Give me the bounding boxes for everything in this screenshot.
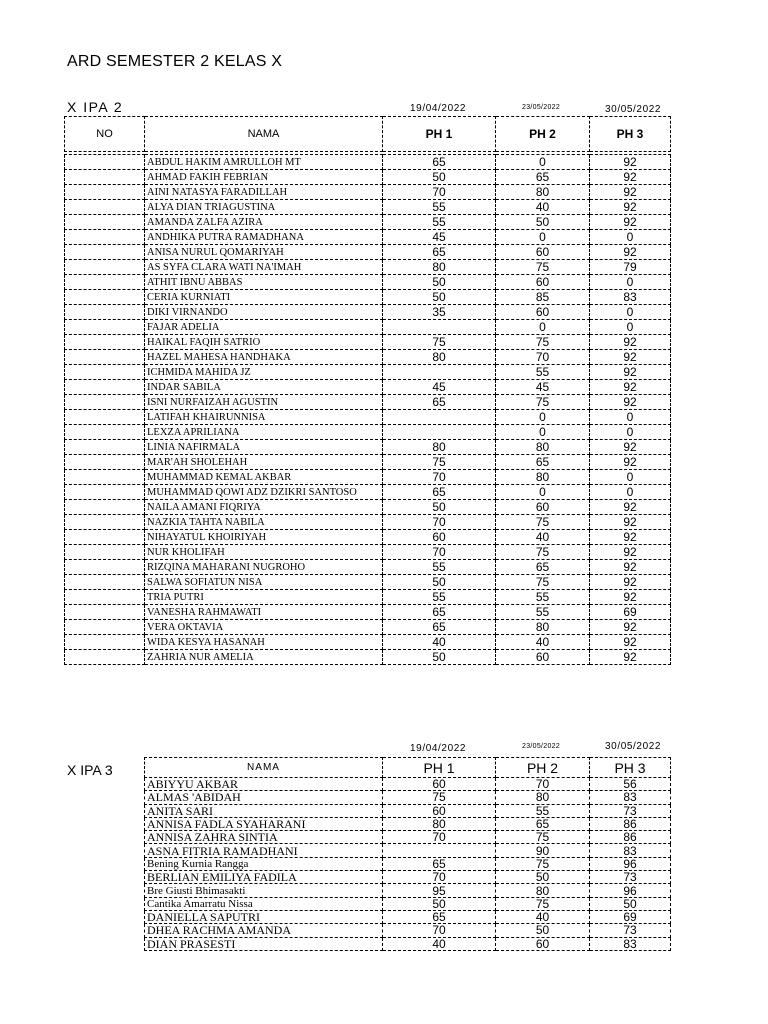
score-ph1: 70 — [383, 545, 496, 560]
score-ph3: 92 — [590, 200, 671, 215]
score-ph2: 75 — [496, 515, 590, 530]
class-label-ipa3: X IPA 3 — [67, 762, 113, 778]
score-ph2: 50 — [496, 215, 590, 230]
table-row — [65, 155, 671, 170]
student-name: ABIYYU AKBAR — [145, 778, 383, 791]
score-ph1: 40 — [383, 635, 496, 650]
table-row — [65, 620, 671, 635]
table-row — [65, 335, 671, 350]
score-ph1: 50 — [383, 290, 496, 305]
score-ph3: 92 — [590, 455, 671, 470]
score-ph1: 50 — [383, 170, 496, 185]
table-row — [65, 320, 671, 335]
table-row — [145, 924, 671, 937]
score-ph2: 50 — [496, 924, 590, 937]
score-ph1: 55 — [383, 590, 496, 605]
student-name: AINI NATASYA FARADILLAH — [145, 185, 383, 200]
score-ph3: 92 — [590, 380, 671, 395]
score-ph3: 92 — [590, 245, 671, 260]
table-row — [65, 260, 671, 275]
header-ph1: PH 1 — [383, 117, 496, 152]
score-ph1 — [383, 365, 496, 380]
score-ph2: 70 — [496, 778, 590, 791]
score-ph3: 92 — [590, 350, 671, 365]
score-ph1: 45 — [383, 380, 496, 395]
table-row — [65, 440, 671, 455]
score-ph1 — [383, 844, 496, 857]
student-name: ASNA FITRIA RAMADHANI — [145, 844, 383, 857]
row-number-cell — [65, 185, 145, 200]
student-name: ANNISA ZAHRA SINTIA — [145, 831, 383, 844]
date-ph1: 19/04/2022 — [410, 103, 467, 114]
score-ph3: 92 — [590, 365, 671, 380]
row-number-cell — [65, 650, 145, 665]
date-ph1: 19/04/2022 — [410, 743, 467, 754]
table-row — [65, 200, 671, 215]
row-number-cell — [65, 425, 145, 440]
score-ph2: 55 — [496, 605, 590, 620]
score-ph3: 0 — [590, 470, 671, 485]
score-ph1: 80 — [383, 440, 496, 455]
score-ph2: 65 — [496, 560, 590, 575]
table-row — [65, 455, 671, 470]
student-name: Cantika Amarratu Nissa — [145, 897, 383, 910]
table-row — [65, 365, 671, 380]
score-ph1: 80 — [383, 817, 496, 830]
table-row — [65, 635, 671, 650]
student-name: CERIA KURNIATI — [145, 290, 383, 305]
student-name: ANNISA FADLA SYAHARANI — [145, 817, 383, 830]
score-ph2: 80 — [496, 791, 590, 804]
document-title: ARD SEMESTER 2 KELAS X — [67, 53, 283, 70]
table-row — [65, 230, 671, 245]
score-ph1: 55 — [383, 560, 496, 575]
score-ph3: 92 — [590, 335, 671, 350]
row-number-cell — [65, 395, 145, 410]
score-ph1: 55 — [383, 200, 496, 215]
score-ph3: 83 — [590, 844, 671, 857]
score-ph2: 65 — [496, 817, 590, 830]
score-ph3: 92 — [590, 500, 671, 515]
score-ph1: 60 — [383, 530, 496, 545]
student-name: LINIA NAFIRMALA — [145, 440, 383, 455]
row-number-cell — [65, 545, 145, 560]
table-row — [65, 560, 671, 575]
score-ph1: 40 — [383, 937, 496, 950]
row-number-cell — [65, 230, 145, 245]
score-ph1 — [383, 425, 496, 440]
score-ph3: 83 — [590, 791, 671, 804]
score-ph3: 83 — [590, 290, 671, 305]
score-ph2: 65 — [496, 455, 590, 470]
table-row — [65, 410, 671, 425]
student-name: ANDHIKA PUTRA RAMADHANA — [145, 230, 383, 245]
score-ph1: 50 — [383, 897, 496, 910]
student-name: SALWA SOFIATUN NISA — [145, 575, 383, 590]
score-ph1: 70 — [383, 470, 496, 485]
row-number-cell — [65, 500, 145, 515]
score-ph2: 60 — [496, 275, 590, 290]
grades-table-ipa2 — [64, 116, 671, 665]
score-ph2: 75 — [496, 395, 590, 410]
date-ph3: 30/05/2022 — [605, 741, 662, 752]
date-ph2: 23/05/2022 — [522, 104, 561, 111]
student-name: ALYA DIAN TRIAGUSTINA — [145, 200, 383, 215]
table-row — [65, 350, 671, 365]
score-ph3: 73 — [590, 804, 671, 817]
student-name: HAZEL MAHESA HANDHAKA — [145, 350, 383, 365]
score-ph3: 92 — [590, 560, 671, 575]
header-nama: NAMA — [145, 117, 383, 152]
score-ph1: 80 — [383, 260, 496, 275]
score-ph3: 69 — [590, 910, 671, 923]
score-ph2: 0 — [496, 425, 590, 440]
score-ph2: 80 — [496, 620, 590, 635]
table-row — [65, 605, 671, 620]
row-number-cell — [65, 485, 145, 500]
student-name: AS SYFA CLARA WATI NA'IMAH — [145, 260, 383, 275]
student-name: WIDA KESYA HASANAH — [145, 635, 383, 650]
row-number-cell — [65, 290, 145, 305]
score-ph3: 0 — [590, 425, 671, 440]
table-row — [65, 485, 671, 500]
score-ph1: 95 — [383, 884, 496, 897]
student-name: AHMAD FAKIH FEBRIAN — [145, 170, 383, 185]
score-ph2: 0 — [496, 410, 590, 425]
score-ph3: 92 — [590, 440, 671, 455]
score-ph2: 40 — [496, 910, 590, 923]
score-ph3: 79 — [590, 260, 671, 275]
table-row — [65, 650, 671, 665]
header-ph2: PH 2 — [496, 117, 590, 152]
student-name: ICHMIDA MAHIDA JZ — [145, 365, 383, 380]
header-ph3: PH 3 — [590, 117, 671, 152]
score-ph1: 70 — [383, 924, 496, 937]
score-ph3: 96 — [590, 857, 671, 870]
student-name: LATIFAH KHAIRUNNISA — [145, 410, 383, 425]
score-ph1: 70 — [383, 515, 496, 530]
row-number-cell — [65, 170, 145, 185]
table-row — [145, 857, 671, 870]
score-ph2: 50 — [496, 871, 590, 884]
row-number-cell — [65, 515, 145, 530]
score-ph1 — [383, 320, 496, 335]
score-ph2: 75 — [496, 545, 590, 560]
row-number-cell — [65, 335, 145, 350]
table-row — [145, 937, 671, 950]
score-ph3: 92 — [590, 155, 671, 170]
row-number-cell — [65, 440, 145, 455]
student-name: VANESHA RAHMAWATI — [145, 605, 383, 620]
row-number-cell — [65, 155, 145, 170]
score-ph3: 69 — [590, 605, 671, 620]
table-row — [65, 500, 671, 515]
row-number-cell — [65, 365, 145, 380]
table-row — [145, 844, 671, 857]
score-ph3: 73 — [590, 871, 671, 884]
score-ph2: 60 — [496, 305, 590, 320]
table-row — [65, 380, 671, 395]
row-number-cell — [65, 380, 145, 395]
row-number-cell — [65, 620, 145, 635]
score-ph2: 80 — [496, 440, 590, 455]
table-row — [145, 817, 671, 830]
score-ph1: 75 — [383, 455, 496, 470]
student-name: DANIELLA SAPUTRI — [145, 910, 383, 923]
score-ph1: 65 — [383, 155, 496, 170]
score-ph2: 75 — [496, 260, 590, 275]
score-ph2: 80 — [496, 470, 590, 485]
score-ph3: 92 — [590, 635, 671, 650]
score-ph1: 65 — [383, 485, 496, 500]
score-ph3: 92 — [590, 620, 671, 635]
score-ph3: 92 — [590, 515, 671, 530]
table-row — [65, 215, 671, 230]
student-name: Bening Kurnia Rangga — [145, 857, 383, 870]
score-ph2: 0 — [496, 230, 590, 245]
score-ph2: 75 — [496, 831, 590, 844]
score-ph1: 50 — [383, 500, 496, 515]
table-row — [65, 395, 671, 410]
row-number-cell — [65, 320, 145, 335]
score-ph2: 70 — [496, 350, 590, 365]
score-ph3: 0 — [590, 305, 671, 320]
score-ph2: 60 — [496, 245, 590, 260]
row-number-cell — [65, 470, 145, 485]
student-name: Bre Giusti Bhimasakti — [145, 884, 383, 897]
student-name: ANISA NURUL QOMARIYAH — [145, 245, 383, 260]
table-row — [145, 791, 671, 804]
score-ph3: 92 — [590, 170, 671, 185]
row-number-cell — [65, 605, 145, 620]
row-number-cell — [65, 200, 145, 215]
table-row — [145, 778, 671, 791]
table-row — [65, 470, 671, 485]
score-ph1: 75 — [383, 335, 496, 350]
table-row — [145, 910, 671, 923]
score-ph2: 60 — [496, 500, 590, 515]
score-ph3: 50 — [590, 897, 671, 910]
score-ph2: 45 — [496, 380, 590, 395]
score-ph1: 65 — [383, 395, 496, 410]
student-name: NIHAYATUL KHOIRIYAH — [145, 530, 383, 545]
table-row — [145, 884, 671, 897]
table-row — [65, 170, 671, 185]
score-ph3: 0 — [590, 230, 671, 245]
score-ph2: 0 — [496, 155, 590, 170]
student-name: ATHIT IBNU ABBAS — [145, 275, 383, 290]
table-header — [65, 117, 671, 152]
score-ph3: 92 — [590, 590, 671, 605]
row-number-cell — [65, 575, 145, 590]
student-name: ISNI NURFAIZAH AGUSTIN — [145, 395, 383, 410]
table-row — [65, 590, 671, 605]
table-row — [145, 871, 671, 884]
score-ph1: 60 — [383, 804, 496, 817]
score-ph3: 92 — [590, 395, 671, 410]
score-ph2: 75 — [496, 857, 590, 870]
student-name: ZAHRIA NUR AMELIA — [145, 650, 383, 665]
header-ph3: PH 3 — [590, 758, 671, 778]
row-number-cell — [65, 305, 145, 320]
score-ph2: 75 — [496, 335, 590, 350]
student-name: RIZQINA MAHARANI NUGROHO — [145, 560, 383, 575]
score-ph2: 0 — [496, 485, 590, 500]
table-row — [65, 245, 671, 260]
score-ph2: 65 — [496, 170, 590, 185]
score-ph3: 73 — [590, 924, 671, 937]
table-row — [65, 305, 671, 320]
score-ph3: 92 — [590, 650, 671, 665]
score-ph1: 35 — [383, 305, 496, 320]
student-name: DIAN PRASESTI — [145, 937, 383, 950]
score-ph1 — [383, 410, 496, 425]
score-ph1: 50 — [383, 575, 496, 590]
score-ph1: 65 — [383, 910, 496, 923]
score-ph3: 0 — [590, 485, 671, 500]
row-number-cell — [65, 455, 145, 470]
row-number-cell — [65, 590, 145, 605]
student-name: LEXZA APRILIANA — [145, 425, 383, 440]
row-number-cell — [65, 275, 145, 290]
student-name: VERA OKTAVIA — [145, 620, 383, 635]
table-row — [65, 275, 671, 290]
grades-table-ipa3 — [144, 757, 671, 951]
header-ph2: PH 2 — [496, 758, 590, 778]
score-ph2: 85 — [496, 290, 590, 305]
score-ph3: 83 — [590, 937, 671, 950]
table-row — [145, 804, 671, 817]
row-number-cell — [65, 410, 145, 425]
score-ph2: 75 — [496, 897, 590, 910]
row-number-cell — [65, 215, 145, 230]
student-name: AMANDA ZALFA AZIRA — [145, 215, 383, 230]
score-ph3: 0 — [590, 275, 671, 290]
student-name: NUR KHOLIFAH — [145, 545, 383, 560]
header-ph1: PH 1 — [383, 758, 496, 778]
row-number-cell — [65, 560, 145, 575]
score-ph2: 75 — [496, 575, 590, 590]
row-number-cell — [65, 530, 145, 545]
score-ph3: 0 — [590, 320, 671, 335]
score-ph3: 0 — [590, 410, 671, 425]
student-name: BERLIAN EMILIYA FADILA — [145, 871, 383, 884]
student-name: INDAR SABILA — [145, 380, 383, 395]
table-row — [145, 831, 671, 844]
score-ph3: 86 — [590, 831, 671, 844]
student-name: NAZKIA TAHTA NABILA — [145, 515, 383, 530]
student-name: DIKI VIRNANDO — [145, 305, 383, 320]
header-nama: NAMA — [145, 758, 383, 778]
student-name: ABDUL HAKIM AMRULLOH MT — [145, 155, 383, 170]
score-ph3: 96 — [590, 884, 671, 897]
row-number-cell — [65, 350, 145, 365]
score-ph1: 50 — [383, 275, 496, 290]
score-ph2: 55 — [496, 590, 590, 605]
table-row — [65, 545, 671, 560]
student-name: FAJAR ADELIA — [145, 320, 383, 335]
score-ph2: 40 — [496, 635, 590, 650]
score-ph2: 0 — [496, 320, 590, 335]
row-number-cell — [65, 260, 145, 275]
date-ph3: 30/05/2022 — [605, 104, 662, 115]
table-row — [65, 425, 671, 440]
table-row — [65, 575, 671, 590]
score-ph2: 60 — [496, 937, 590, 950]
score-ph1: 45 — [383, 230, 496, 245]
score-ph2: 40 — [496, 200, 590, 215]
table-row — [65, 530, 671, 545]
table-row — [65, 185, 671, 200]
header-no: NO — [65, 117, 145, 152]
table-row — [145, 897, 671, 910]
student-name: HAIKAL FAQIH SATRIO — [145, 335, 383, 350]
table-header — [145, 758, 671, 778]
score-ph1: 65 — [383, 605, 496, 620]
student-name: TRIA PUTRI — [145, 590, 383, 605]
student-name: NAILA AMANI FIQRIYA — [145, 500, 383, 515]
score-ph3: 92 — [590, 215, 671, 230]
score-ph3: 56 — [590, 778, 671, 791]
score-ph1: 65 — [383, 620, 496, 635]
table-row — [65, 290, 671, 305]
score-ph3: 92 — [590, 530, 671, 545]
class-label-ipa2: X IPA 2 — [67, 99, 124, 115]
score-ph2: 60 — [496, 650, 590, 665]
student-name: MAR'AH SHOLEHAH — [145, 455, 383, 470]
score-ph1: 65 — [383, 245, 496, 260]
score-ph2: 40 — [496, 530, 590, 545]
score-ph2: 55 — [496, 365, 590, 380]
student-name: ALMAS 'ABIDAH — [145, 791, 383, 804]
score-ph2: 55 — [496, 804, 590, 817]
score-ph1: 80 — [383, 350, 496, 365]
table-row — [65, 515, 671, 530]
score-ph1: 70 — [383, 831, 496, 844]
student-name: MUHAMMAD QOWI ADZ DZIKRI SANTOSO — [145, 485, 383, 500]
score-ph1: 70 — [383, 185, 496, 200]
score-ph2: 90 — [496, 844, 590, 857]
score-ph1: 65 — [383, 857, 496, 870]
date-ph2: 23/05/2022 — [522, 743, 561, 750]
row-number-cell — [65, 635, 145, 650]
score-ph2: 80 — [496, 185, 590, 200]
score-ph3: 92 — [590, 185, 671, 200]
score-ph3: 92 — [590, 575, 671, 590]
score-ph1: 50 — [383, 650, 496, 665]
score-ph1: 75 — [383, 791, 496, 804]
score-ph3: 86 — [590, 817, 671, 830]
score-ph3: 92 — [590, 545, 671, 560]
score-ph1: 55 — [383, 215, 496, 230]
student-name: MUHAMMAD KEMAL AKBAR — [145, 470, 383, 485]
score-ph1: 60 — [383, 778, 496, 791]
student-name: DHEA RACHMA AMANDA — [145, 924, 383, 937]
score-ph2: 80 — [496, 884, 590, 897]
student-name: ANITA SARI — [145, 804, 383, 817]
row-number-cell — [65, 245, 145, 260]
score-ph1: 70 — [383, 871, 496, 884]
